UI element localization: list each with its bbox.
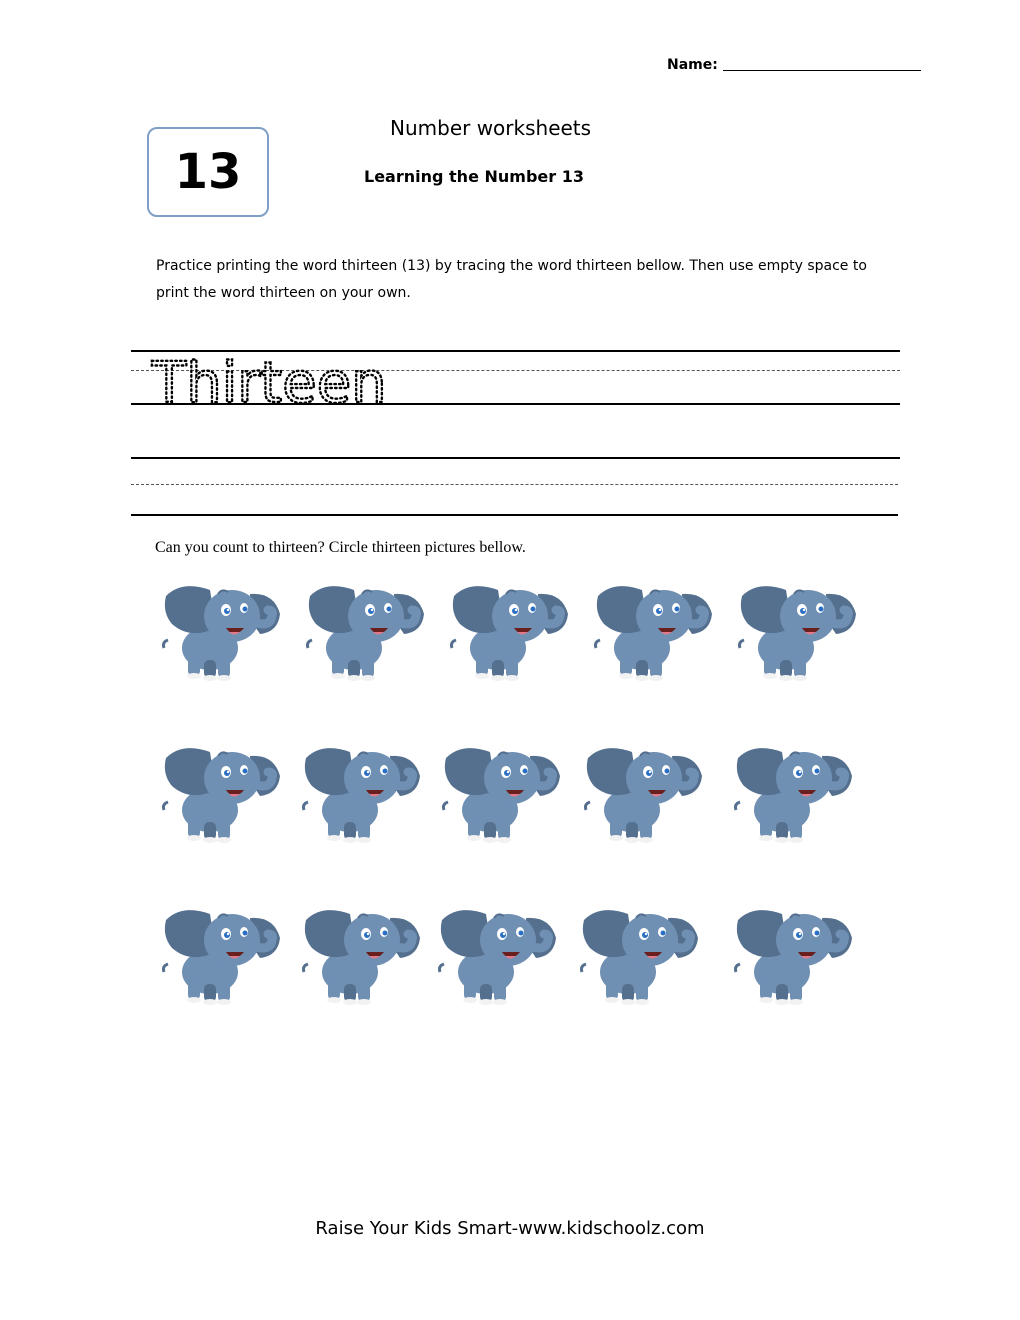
- name-label: Name:: [667, 57, 718, 73]
- trace-word: [150, 340, 400, 410]
- elephant-icon[interactable]: [578, 906, 702, 1006]
- page-title: Number worksheets: [390, 116, 592, 140]
- elephant-icon[interactable]: [436, 906, 560, 1006]
- elephant-icon[interactable]: [160, 906, 284, 1006]
- elephant-icon[interactable]: [448, 582, 572, 682]
- elephant-icon[interactable]: [736, 582, 860, 682]
- practice-top-line: [131, 457, 900, 459]
- practice-base-line: [131, 514, 898, 516]
- number-value: 13: [174, 144, 242, 200]
- elephant-icon[interactable]: [732, 906, 856, 1006]
- count-question: Can you count to thirteen? Circle thirteen pictures bellow.: [155, 539, 526, 556]
- elephant-icon[interactable]: [300, 906, 424, 1006]
- elephant-icon[interactable]: [300, 744, 424, 844]
- elephant-icon[interactable]: [304, 582, 428, 682]
- elephant-icon[interactable]: [732, 744, 856, 844]
- number-box: [147, 127, 269, 217]
- footer: Raise Your Kids Smart-www.kidschoolz.com: [315, 1218, 705, 1239]
- tracing-instructions: Practice printing the word thirteen (13) by tracing the word thirteen bellow. Then use empty space to print the word thirteen on your own.: [156, 258, 867, 301]
- practice-mid-line: [131, 484, 898, 485]
- elephant-icon[interactable]: [160, 582, 284, 682]
- name-line[interactable]: [723, 70, 921, 71]
- elephant-icon[interactable]: [440, 744, 564, 844]
- trace-word-text: Thirteen: [152, 351, 387, 410]
- elephant-icon[interactable]: [160, 744, 284, 844]
- elephant-icon[interactable]: [592, 582, 716, 682]
- page-subtitle: Learning the Number 13: [364, 167, 584, 186]
- elephant-icon[interactable]: [582, 744, 706, 844]
